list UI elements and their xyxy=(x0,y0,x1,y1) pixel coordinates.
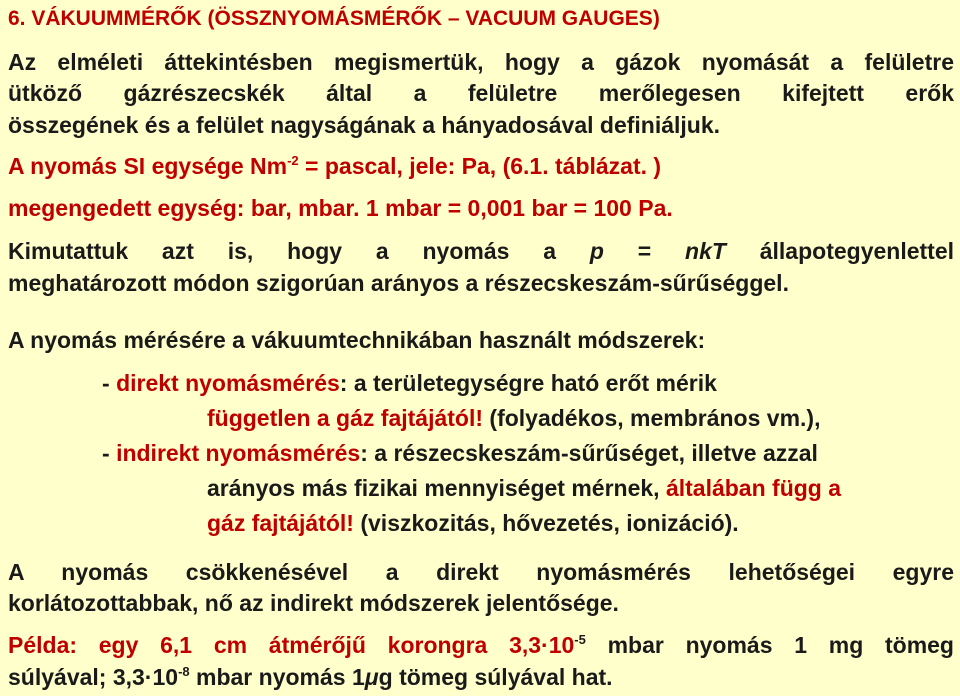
state-equation-line-2: meghatározott módon szigorúan arányos a részecskeszám-sűrűséggel. xyxy=(8,270,789,296)
state-equation-line-1: Kimutattuk azt is, hogy a nyomás a p = nkT állapotegyenlettel xyxy=(8,238,955,264)
page-title: 6. VÁKUUMMÉRŐK (ÖSSZNYOMÁSMÉRŐK – VACUUM GAUGES) xyxy=(8,7,660,30)
conclusion-line-1: A nyomás csökkenésével a direkt nyomásmérés lehetőségei egyre xyxy=(8,559,954,585)
indirect-method-line-1: - indirekt nyomásmérés: a részecskeszám-sűrűséget, illetve azzal xyxy=(102,440,818,466)
example-line-1: Példa: egy 6,1 cm átmérőjű korongra $3,3\cdot 10^{-5}$ mbar nyomás 1 mg tömeg xyxy=(8,632,954,658)
intro-line-1: Az elméleti áttekintésben megismertük, hogy a gázok nyomását a felületre xyxy=(8,49,954,75)
si-unit-line: A nyomás SI egysége $Nm^{-2}$ = pascal, jele: Pa, (6.1. táblázat. ) xyxy=(8,153,662,179)
direct-method-line-1: - direkt nyomásmérés: a területegységre ható erőt mérik xyxy=(102,370,717,396)
indirect-method-line-3: gáz fajtájától! (viszkozitás, hővezetés, ionizáció). xyxy=(207,510,739,536)
intro-line-2: ütköző gázrészecskék által a felületre merőlegesen kifejtett erők xyxy=(8,80,954,106)
intro-line-3: összegének és a felület nagyságának a hányadosával definiáljuk. xyxy=(8,112,721,138)
conclusion-line-2: korlátozottabbak, nő az indirekt módszerek jelentősége. xyxy=(8,590,619,616)
example-line-2: súlyával; $3,3\cdot 10^{-8}$ mbar nyomás 1μg tömeg súlyával hat. xyxy=(8,664,613,690)
allowed-units-line: megengedett egység: bar, mbar. 1 mbar = 0,001 bar = 100 Pa. xyxy=(8,195,673,221)
methods-heading: A nyomás mérésére a vákuumtechnikában használt módszerek: xyxy=(8,327,706,353)
indirect-method-line-2: arányos más fizikai mennyiséget mérnek, általában függ a xyxy=(207,475,842,501)
direct-method-line-2: független a gáz fajtájától! (folyadékos, membrános vm.), xyxy=(207,405,821,431)
